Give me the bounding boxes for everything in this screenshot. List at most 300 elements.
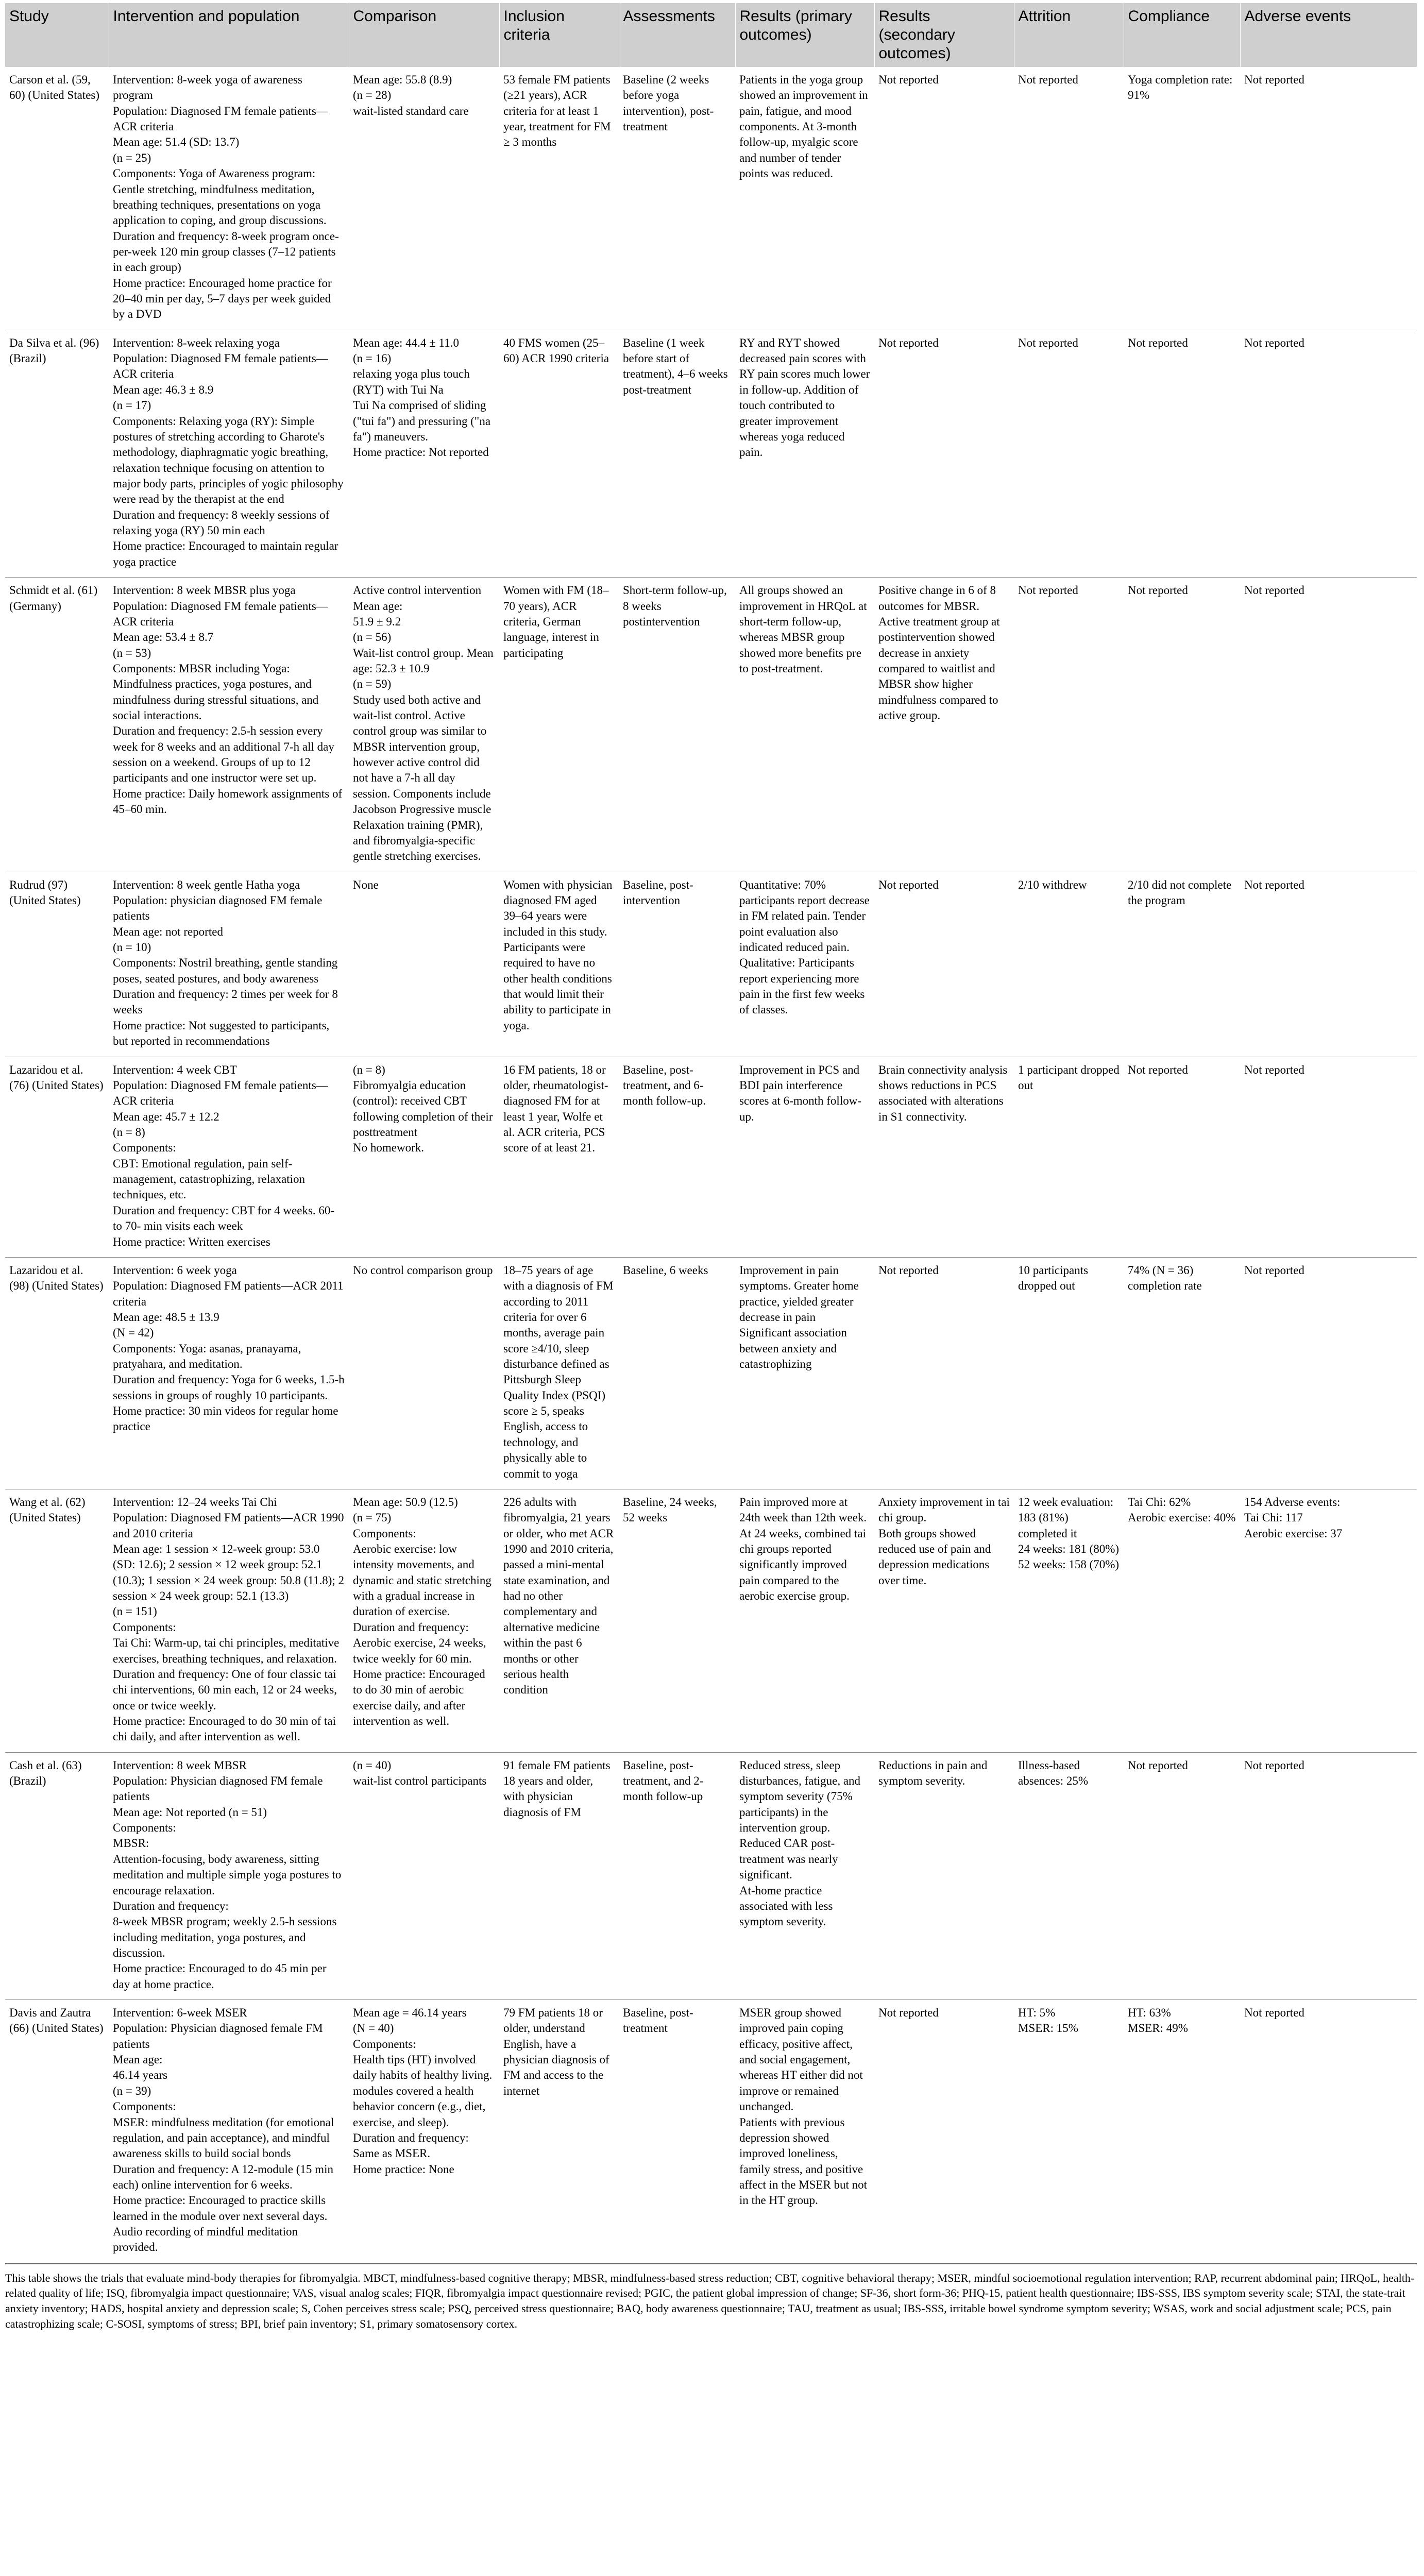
cell-text: Duration and frequency: 2.5-h session every week for 8 weeks and an additional 7-h all day session on a weekend. Groups of up to 12 participants and one instructor were set up. (113, 724, 334, 785)
cell-text: Not reported (1244, 336, 1304, 349)
cell-text: Intervention: 12–24 weeks Tai Chi (113, 1495, 277, 1509)
cell-text: Not reported (1244, 2006, 1304, 2020)
cell-secondary (874, 67, 1014, 330)
cell-assessments (619, 67, 735, 330)
cell-inclusion (499, 1752, 619, 1999)
cell-text: Tai Chi: Warm-up, tai chi principles, meditative exercises, breathing techniques, and relaxation. (113, 1636, 340, 1665)
cell-adverse (1240, 872, 1417, 1057)
cell-text: Lazaridou et al. (98) (United States) (9, 1263, 104, 1293)
cell-text: (n = 8) (113, 1126, 145, 1139)
cell-text: At 24 weeks, combined tai chi groups reported significantly improved pain compared to the aerobic exercise group. (739, 1527, 866, 1603)
cell-text: Women with physician diagnosed FM aged 39–64 years were included in this study. Participants were required to have no other health conditions that would limit their ability to participate in yoga. (503, 878, 613, 1032)
cell-text: Not reported (1244, 1758, 1304, 1772)
cell-text: MSER: 15% (1018, 2022, 1078, 2035)
cell-text: 40 FMS women (25–60) ACR 1990 criteria (503, 336, 609, 365)
cell-assessments (619, 1257, 735, 1489)
cell-text: Duration and frequency: 8-week program once-per-week 120 min group classes (7–12 patients in each group) (113, 229, 339, 274)
cell-text: (n = 39) (113, 2084, 151, 2097)
cell-text: Aerobic exercise: 40% (1128, 1511, 1236, 1524)
cell-text: Illness-based absences: 25% (1018, 1758, 1089, 1788)
cell-text: Duration and frequency: 8 weekly sessions of relaxing yoga (RY) 50 min each (113, 508, 330, 537)
cell-text: 24 weeks: 181 (80%) (1018, 1542, 1120, 1555)
column-header: Intervention and population (109, 3, 349, 67)
cell-text: Duration and frequency: CBT for 4 weeks. 60- to 70- min visits each week (113, 1204, 335, 1233)
cell-text: Components: (353, 1527, 416, 1540)
table-header-row (5, 3, 1417, 67)
cell-text: Mean age: 51.4 (SD: 13.7) (113, 135, 240, 149)
cell-inclusion (499, 330, 619, 577)
cell-text: MSER group showed improved pain coping efficacy, positive affect, and social engagement, whereas HT either did not improve or remained unchanged. (739, 2006, 863, 2113)
cell-text: 52 weeks: 158 (70%) (1018, 1558, 1120, 1571)
cell-text: 12 week evaluation: 183 (81%) completed it (1018, 1495, 1114, 1540)
cell-study (5, 67, 109, 330)
cell-text: Components: Yoga of Awareness program: Gentle stretching, mindfulness meditation, breathing techniques, presentations on yoga application to coping, and group discussions. (113, 167, 327, 227)
cell-study (5, 330, 109, 577)
cell-text: (n = 16) (353, 352, 392, 365)
cell-text: Baseline, post-treatment, and 6-month follow-up. (623, 1063, 706, 1108)
table-row (5, 1752, 1417, 1999)
cell-text: Cash et al. (63) (Brazil) (9, 1758, 82, 1788)
cell-text: Population: Diagnosed FM female patients—ACR criteria (113, 104, 328, 133)
cell-text: Duration and frequency: A 12-module (15 min each) online intervention for 6 weeks. (113, 2162, 333, 2191)
cell-text: Intervention: 8 week gentle Hatha yoga (113, 878, 300, 891)
cell-text: Duration and frequency: Same as MSER. (353, 2131, 469, 2160)
cell-secondary (874, 578, 1014, 872)
cell-text: Positive change in 6 of 8 outcomes for MBSR. Active treatment group at postintervention showed decrease in anxiety compared to waitlist and MBSR show higher mindfulness compared to active group. (878, 584, 1000, 722)
column-header: Comparison (349, 3, 499, 67)
cell-adverse (1240, 1057, 1417, 1257)
cell-text: Population: Diagnosed FM female patients—ACR criteria (113, 599, 328, 628)
cell-study (5, 1057, 109, 1257)
cell-primary (735, 578, 874, 872)
cell-study (5, 578, 109, 872)
trials-table (5, 3, 1417, 2263)
cell-text: Intervention: 4 week CBT (113, 1063, 237, 1076)
cell-inclusion (499, 1489, 619, 1752)
cell-text: Components: Yoga: asanas, pranayama, pratyahara, and meditation. (113, 1342, 301, 1371)
table-row (5, 578, 1417, 872)
cell-inclusion (499, 2000, 619, 2263)
table-footnote: This table shows the trials that evaluate mind-body therapies for fibromyalgia. MBCT, mindfulness-based cognitive therapy; MBSR, mindfulness-based stress reduction; CBT, cognitive behavioral therapy; MSER, mindful socioemotional regulation intervention; RAP, recurrent abdominal pain; HRQoL, health-related quality of life; ISQ, fibromyalgia impact questionnaire; VAS, visual analog scales; FIQR, fibromyalgia impact questionnaire revised; PGIC, the patient global impression of change; SF-36, short form-36; PHQ-15, patient health questionnaire; IBS-SSS, IBS symptom severity scale; STAI, the state-trait anxiety inventory; HADS, hospital anxiety and depression scale; S, Cohen perceives stress scale; PSQ, perceived stress questionnaire; BAQ, body awareness questionnaire; TAU, treatment as usual; IBS-SSS, irritable bowel syndrome symptom severity; WSAS, work and social adjustment scale; PCS, pain catastrophizing scale; C-SOSI, symptoms of stress; BPI, brief pain inventory; S1, primary somatosensory cortex. (5, 2263, 1417, 2337)
cell-text: Improvement in PCS and BDI pain interference scores at 6-month follow-up. (739, 1063, 861, 1123)
cell-text: Davis and Zautra (66) (United States) (9, 2006, 104, 2035)
cell-text: 51.9 ± 9.2 (353, 615, 401, 628)
cell-text: Population: physician diagnosed FM female patients (113, 893, 323, 923)
cell-intervention (109, 1489, 349, 1752)
cell-intervention (109, 67, 349, 330)
cell-text: Not reported (1244, 584, 1304, 597)
cell-inclusion (499, 1257, 619, 1489)
cell-text: Reduced stress, sleep disturbances, fatigue, and symptom severity (75% participants) in the intervention group. Reduced CAR post-treatment was nearly significant. (739, 1758, 861, 1882)
cell-secondary (874, 1257, 1014, 1489)
cell-assessments (619, 330, 735, 577)
cell-primary (735, 1489, 874, 1752)
cell-text: Components: Relaxing yoga (RY): Simple postures of stretching according to Gharote's methodology, diaphragmatic yogic breathing, relaxation technique focusing on attention to major body parts, principles of yogic philosophy were read by the therapist at the end (113, 414, 344, 506)
column-header: Study (5, 3, 109, 67)
cell-text: Rudrud (97) (United States) (9, 878, 81, 907)
cell-intervention (109, 2000, 349, 2263)
cell-text: Not reported (878, 1263, 939, 1277)
cell-text: Home practice: Encouraged to maintain regular yoga practice (113, 539, 338, 568)
cell-text: Mean age: not reported (113, 925, 223, 938)
cell-attrition (1014, 1257, 1124, 1489)
cell-text: Patients with previous depression showed improved loneliness, family stress, and positive affect in the MSER but not in the HT group. (739, 2115, 868, 2207)
cell-text: Patients in the yoga group showed an improvement in pain, fatigue, and mood components. At 3-month follow-up, myalgic score and number of tender points was reduced. (739, 73, 868, 180)
cell-comparison (349, 1489, 499, 1752)
cell-text: Components: (113, 2100, 176, 2113)
cell-text: (n = 25) (113, 151, 151, 164)
cell-primary (735, 2000, 874, 2263)
cell-intervention (109, 1752, 349, 1999)
cell-text: (N = 40) (353, 2022, 394, 2035)
cell-text: Home practice: Not suggested to participants, but reported in recommendations (113, 1019, 330, 1048)
cell-text: Population: Diagnosed FM patients—ACR 2011 criteria (113, 1279, 344, 1308)
column-header: Results (primary outcomes) (735, 3, 874, 67)
table-row (5, 1489, 1417, 1752)
cell-compliance (1124, 578, 1240, 872)
cell-text: Tai Chi: 117 (1244, 1511, 1303, 1524)
cell-text: 8-week MBSR program; weekly 2.5-h sessions including meditation, yoga postures, and discussion. (113, 1915, 337, 1959)
cell-text: 18–75 years of age with a diagnosis of FM according to 2011 criteria for over 6 months, average pain score ≥4/10, sleep disturbance defined as Pittsburgh Sleep Quality Index (PSQI) score ≥ 5, speaks English, access to technology, and physically able to commit to yoga (503, 1263, 614, 1480)
cell-text: Wait-list control group. Mean age: 52.3 ± 10.9 (353, 646, 494, 675)
cell-text: (n = 56) (353, 631, 392, 644)
cell-text: Not reported (878, 336, 939, 349)
cell-text: Mean age: 46.3 ± 8.9 (113, 383, 214, 396)
cell-text: 1 participant dropped out (1018, 1063, 1120, 1092)
cell-text: Not reported (1244, 1263, 1304, 1277)
cell-compliance (1124, 1752, 1240, 1999)
cell-text: Mean age: Not reported (n = 51) (113, 1805, 267, 1819)
cell-attrition (1014, 1489, 1124, 1752)
cell-text: Tai Chi: 62% (1128, 1495, 1191, 1509)
cell-text: Home practice: Daily homework assignments of 45–60 min. (113, 787, 343, 816)
cell-text: Not reported (878, 73, 939, 86)
cell-text: Mean age: 53.4 ± 8.7 (113, 631, 214, 644)
cell-text: Qualitative: Participants report experiencing more pain in the first few weeks of classes. (739, 956, 865, 1016)
cell-text: Not reported (1244, 1063, 1304, 1076)
cell-text: Health tips (HT) involved daily habits of healthy living. modules covered a health behavior concern (e.g., diet, exercise, and sleep). (353, 2053, 493, 2129)
cell-intervention (109, 1057, 349, 1257)
cell-text: (n = 28) (353, 89, 392, 102)
table-row (5, 1257, 1417, 1489)
cell-intervention (109, 1257, 349, 1489)
cell-assessments (619, 2000, 735, 2263)
cell-text: Components: (113, 1141, 176, 1155)
cell-attrition (1014, 2000, 1124, 2263)
cell-text: At-home practice associated with less symptom severity. (739, 1884, 833, 1928)
cell-text: Mean age: 55.8 (8.9) (353, 73, 452, 86)
cell-text: Aerobic exercise: 37 (1244, 1527, 1343, 1540)
cell-compliance (1124, 1489, 1240, 1752)
cell-comparison (349, 872, 499, 1057)
cell-adverse (1240, 1489, 1417, 1752)
cell-text: Components: (113, 1821, 176, 1835)
cell-primary (735, 1752, 874, 1999)
cell-primary (735, 1057, 874, 1257)
cell-adverse (1240, 2000, 1417, 2263)
cell-text: 10 participants dropped out (1018, 1263, 1089, 1293)
cell-comparison (349, 578, 499, 872)
cell-text: Anxiety improvement in tai chi group. (878, 1495, 1010, 1524)
cell-text: 154 Adverse events: (1244, 1495, 1341, 1509)
cell-secondary (874, 1489, 1014, 1752)
cell-text: Baseline, post-intervention (623, 878, 693, 907)
cell-text: relaxing yoga plus touch (RYT) with Tui Na (353, 367, 470, 396)
cell-text: MBSR: (113, 1837, 149, 1850)
cell-comparison (349, 330, 499, 577)
table-row (5, 872, 1417, 1057)
cell-text: Home practice: Encouraged to do 45 min per day at home practice. (113, 1962, 327, 1991)
cell-text: Home practice: Encouraged to practice skills learned in the module over next several days. Audio recording of mindful meditation provided. (113, 2194, 328, 2254)
cell-text: (n = 10) (113, 941, 151, 954)
cell-text: Not reported (878, 2006, 939, 2020)
cell-text: Intervention: 8-week relaxing yoga (113, 336, 280, 349)
cell-text: Short-term follow-up, 8 weeks postintervention (623, 584, 727, 628)
cell-text: CBT: Emotional regulation, pain self-management, catastrophizing, relaxation techniques, etc. (113, 1157, 305, 1201)
cell-text: Home practice: Written exercises (113, 1235, 270, 1248)
cell-text: Mean age: 48.5 ± 13.9 (113, 1310, 219, 1324)
cell-text: Population: Physician diagnosed FM female patients (113, 1774, 323, 1803)
cell-secondary (874, 330, 1014, 577)
cell-text: Home practice: 30 min videos for regular home practice (113, 1404, 338, 1433)
cell-text: MSER: 49% (1128, 2022, 1188, 2035)
cell-study (5, 1752, 109, 1999)
column-header: Adverse events (1240, 3, 1417, 67)
cell-text: (n = 53) (113, 646, 151, 659)
cell-text: Population: Diagnosed FM female patients—ACR criteria (113, 1078, 328, 1108)
cell-text: 46.14 years (113, 2069, 168, 2082)
cell-text: Baseline, 24 weeks, 52 weeks (623, 1495, 717, 1524)
cell-compliance (1124, 1257, 1240, 1489)
cell-text: (n = 17) (113, 399, 151, 412)
cell-text: Not reported (1018, 584, 1078, 597)
cell-adverse (1240, 330, 1417, 577)
cell-text: Baseline (1 week before start of treatment), 4–6 weeks post-treatment (623, 336, 728, 396)
cell-inclusion (499, 578, 619, 872)
cell-text: Population: Physician diagnosed female FM patients (113, 2022, 323, 2050)
cell-adverse (1240, 1257, 1417, 1489)
cell-text: Mean age: 1 session × 12-week group: 53.0 (SD: 12.6); 2 session × 12 week group: 52.1 (10.3); 1 session × 24 week group: 50.8 (11.8); 2 session × 24 week group: 52.1 (13.3) (113, 1542, 345, 1603)
column-header: Assessments (619, 3, 735, 67)
cell-primary (735, 872, 874, 1057)
cell-primary (735, 330, 874, 577)
cell-text: Intervention: 8 week MBSR (113, 1758, 247, 1772)
table-row (5, 2000, 1417, 2263)
cell-text: Active control intervention (353, 584, 482, 597)
cell-text: (n = 40) (353, 1758, 392, 1772)
cell-attrition (1014, 578, 1124, 872)
table-row (5, 1057, 1417, 1257)
cell-primary (735, 1257, 874, 1489)
cell-text: Duration and frequency: One of four classic tai chi interventions, 60 min each, 12 or 24 weeks, once or twice weekly. (113, 1667, 337, 1712)
cell-inclusion (499, 67, 619, 330)
cell-primary (735, 67, 874, 330)
cell-text: Fibromyalgia education (control): received CBT following completion of their posttreatment (353, 1078, 493, 1139)
cell-adverse (1240, 578, 1417, 872)
cell-text: 2/10 did not complete the program (1128, 878, 1232, 907)
cell-text: Mean age: 45.7 ± 12.2 (113, 1110, 219, 1123)
cell-text: All groups showed an improvement in HRQoL at short-term follow-up, whereas MBSR group showed more benefits pre to post-treatment. (739, 584, 867, 675)
cell-text: Carson et al. (59, 60) (United States) (9, 73, 100, 102)
table-body (5, 67, 1417, 2263)
cell-text: Baseline (2 weeks before yoga intervention), post-treatment (623, 73, 714, 133)
cell-text: Duration and frequency: Yoga for 6 weeks, 1.5-h sessions in groups of roughly 10 participants. (113, 1373, 345, 1402)
cell-text: Schmidt et al. (61) (Germany) (9, 584, 98, 613)
cell-adverse (1240, 67, 1417, 330)
cell-text: Not reported (1244, 73, 1304, 86)
cell-text: Home practice: Encouraged to do 30 min of tai chi daily, and after intervention as well. (113, 1714, 336, 1743)
cell-text: Da Silva et al. (96) (Brazil) (9, 336, 99, 365)
cell-intervention (109, 330, 349, 577)
cell-compliance (1124, 67, 1240, 330)
cell-text: Intervention: 8-week yoga of awareness program (113, 73, 302, 102)
cell-comparison (349, 1057, 499, 1257)
cell-text: Duration and frequency: 2 times per week for 8 weeks (113, 988, 338, 1016)
cell-secondary (874, 1057, 1014, 1257)
cell-comparison (349, 1752, 499, 1999)
cell-assessments (619, 1057, 735, 1257)
cell-secondary (874, 872, 1014, 1057)
cell-text: (n = 75) (353, 1511, 392, 1524)
cell-text: Pain improved more at 24th week than 12th week. (739, 1495, 867, 1524)
cell-text: Duration and frequency: Aerobic exercise, 24 weeks, twice weekly for 60 min. (353, 1620, 486, 1665)
cell-text: Study used both active and wait-list control. Active control group was similar to MBSR intervention group, however active control did not have a 7-h all day session. Components include Jacobson Progressive muscle Relaxation training (PMR), and fibromyalgia-specific gentle stretching exercises. (353, 693, 491, 863)
cell-text: Home practice: Encouraged to do 30 min of aerobic exercise daily, and after intervention as well. (353, 1667, 485, 1727)
cell-compliance (1124, 330, 1240, 577)
cell-comparison (349, 1257, 499, 1489)
cell-text: No control comparison group (353, 1263, 493, 1277)
cell-text: 79 FM patients 18 or older, understand English, have a physician diagnosis of FM and access to the internet (503, 2006, 609, 2097)
cell-compliance (1124, 1057, 1240, 1257)
cell-inclusion (499, 1057, 619, 1257)
cell-text: 74% (N = 36) completion rate (1128, 1263, 1202, 1293)
cell-text: Intervention: 6-week MSER (113, 2006, 247, 2020)
cell-text: Yoga completion rate: 91% (1128, 73, 1233, 102)
cell-text: HT: 5% (1018, 2006, 1056, 2020)
cell-text: Duration and frequency: (113, 1899, 229, 1912)
cell-text: HT: 63% (1128, 2006, 1171, 2020)
cell-comparison (349, 67, 499, 330)
cell-comparison (349, 2000, 499, 2263)
cell-study (5, 872, 109, 1057)
cell-secondary (874, 1752, 1014, 1999)
cell-text: Mean age: (353, 599, 403, 613)
cell-text: Population: Diagnosed FM patients—ACR 1990 and 2010 criteria (113, 1511, 344, 1540)
cell-text: 226 adults with fibromyalgia, 21 years or older, who met ACR 1990 and 2010 criteria, passed a mini-mental state examination, and had no other complementary and alternative medicine within the past 6 months or other serious health condition (503, 1495, 614, 1697)
cell-text: MSER: mindfulness meditation (for emotional regulation, and pain acceptance), and mindful awareness skills to build social bonds (113, 2115, 334, 2160)
cell-attrition (1014, 1057, 1124, 1257)
cell-text: Not reported (1128, 1758, 1188, 1772)
table-row (5, 330, 1417, 577)
cell-text: (n = 59) (353, 677, 392, 691)
cell-secondary (874, 2000, 1014, 2263)
cell-text: Intervention: 8 week MBSR plus yoga (113, 584, 296, 597)
cell-text: Mean age = 46.14 years (353, 2006, 467, 2020)
cell-text: Mean age: (113, 2053, 163, 2066)
cell-attrition (1014, 330, 1124, 577)
cell-compliance (1124, 872, 1240, 1057)
cell-text: Both groups showed reduced use of pain and depression medications over time. (878, 1527, 991, 1587)
cell-text: 2/10 withdrew (1018, 878, 1087, 891)
cell-text: Not reported (1128, 336, 1188, 349)
table-row (5, 67, 1417, 330)
column-header: Results (secondary outcomes) (874, 3, 1014, 67)
cell-assessments (619, 1489, 735, 1752)
cell-text: Baseline, 6 weeks (623, 1263, 708, 1277)
cell-text: Home practice: None (353, 2162, 454, 2176)
cell-text: (n = 8) (353, 1063, 385, 1076)
cell-text: Significant association between anxiety and catastrophizing (739, 1326, 847, 1371)
cell-text: Baseline, post-treatment, and 2-month follow-up (623, 1758, 704, 1803)
cell-text: Brain connectivity analysis shows reductions in PCS associated with alterations in S1 connectivity. (878, 1063, 1008, 1123)
cell-text: Quantitative: 70% participants report decrease in FM related pain. Tender point evaluation also indicated reduced pain. (739, 878, 870, 954)
cell-text: 53 female FM patients (≥21 years), ACR criteria for at least 1 year, treatment for FM ≥ 3 months (503, 73, 611, 149)
cell-text: Not reported (1128, 1063, 1188, 1076)
cell-text: Not reported (1244, 878, 1304, 891)
cell-intervention (109, 872, 349, 1057)
cell-text: wait-listed standard care (353, 104, 469, 117)
cell-text: None (353, 878, 379, 891)
cell-text: Baseline, post-treatment (623, 2006, 693, 2035)
cell-text: RY and RYT showed decreased pain scores with RY pain scores much lower in follow-up. Addition of touch contributed to greater improvement whereas yoga reduced pain. (739, 336, 870, 459)
cell-text: No homework. (353, 1141, 424, 1155)
column-header: Compliance (1124, 3, 1240, 67)
cell-adverse (1240, 1752, 1417, 1999)
cell-text: Mean age: 50.9 (12.5) (353, 1495, 458, 1509)
cell-text: Intervention: 6 week yoga (113, 1263, 237, 1277)
cell-text: wait-list control participants (353, 1774, 487, 1788)
cell-text: Not reported (1018, 73, 1078, 86)
cell-text: Not reported (878, 878, 939, 891)
cell-text: Components: (353, 2037, 416, 2050)
cell-text: Components: Nostril breathing, gentle standing poses, seated postures, and body awareness (113, 956, 338, 985)
cell-assessments (619, 1752, 735, 1999)
cell-inclusion (499, 872, 619, 1057)
column-header: Attrition (1014, 3, 1124, 67)
cell-intervention (109, 578, 349, 872)
cell-text: (n = 151) (113, 1605, 157, 1618)
column-header: Inclusion criteria (499, 3, 619, 67)
cell-study (5, 1489, 109, 1752)
cell-study (5, 2000, 109, 2263)
cell-text: Not reported (1018, 336, 1078, 349)
cell-attrition (1014, 1752, 1124, 1999)
cell-text: Reductions in pain and symptom severity. (878, 1758, 988, 1788)
cell-attrition (1014, 67, 1124, 330)
cell-text: Aerobic exercise: low intensity movements, and dynamic and static stretching with a gradual increase in duration of exercise. (353, 1542, 491, 1618)
cell-text: Components: MBSR including Yoga: Mindfulness practices, yoga postures, and mindfulness during stressful situations, and social interactions. (113, 662, 319, 722)
cell-text: Home practice: Encouraged home practice for 20–40 min per day, 5–7 days per week guided by a DVD (113, 276, 332, 321)
cell-assessments (619, 578, 735, 872)
cell-text: 16 FM patients, 18 or older, rheumatologist-diagnosed FM for at least 1 year, Wolfe et al. ACR criteria, PCS score of at least 21. (503, 1063, 608, 1155)
cell-text: Lazaridou et al. (76) (United States) (9, 1063, 104, 1092)
cell-text: Tui Na comprised of sliding ("tui fa") and pressuring ("na fa") maneuvers. (353, 399, 491, 443)
cell-text: (N = 42) (113, 1326, 154, 1340)
cell-text: Population: Diagnosed FM female patients—ACR criteria (113, 352, 328, 381)
cell-study (5, 1257, 109, 1489)
cell-text: Components: (113, 1620, 176, 1634)
cell-text: 91 female FM patients 18 years and older, with physician diagnosis of FM (503, 1758, 611, 1819)
cell-text: Wang et al. (62) (United States) (9, 1495, 86, 1524)
cell-text: Attention-focusing, body awareness, sitting meditation and multiple simple yoga postures to encourage relaxation. (113, 1852, 342, 1897)
cell-text: Women with FM (18–70 years), ACR criteria, German language, interest in participating (503, 584, 609, 659)
cell-assessments (619, 872, 735, 1057)
cell-compliance (1124, 2000, 1240, 2263)
cell-attrition (1014, 872, 1124, 1057)
cell-text: Improvement in pain symptoms. Greater home practice, yielded greater decrease in pain (739, 1263, 859, 1324)
cell-text: Mean age: 44.4 ± 11.0 (353, 336, 459, 349)
cell-text: Not reported (1128, 584, 1188, 597)
